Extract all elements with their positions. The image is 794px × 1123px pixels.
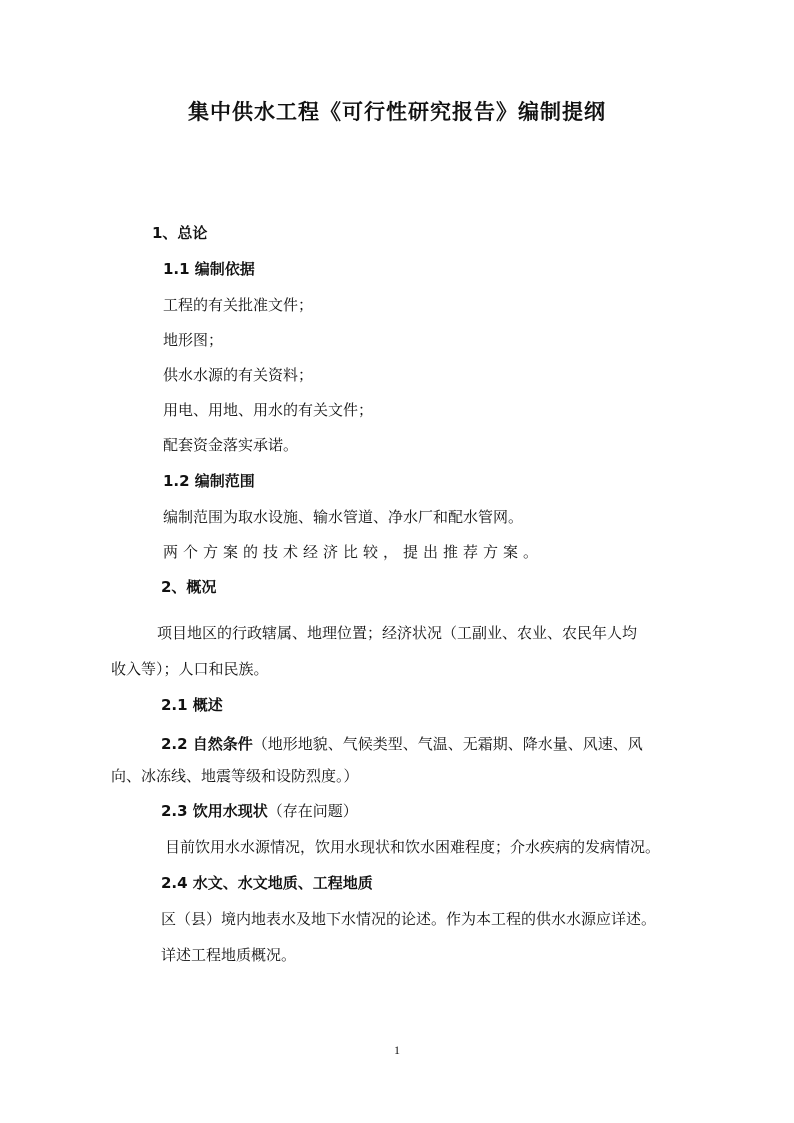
section-2-2-text: （地形地貌、气候类型、气温、无霜期、降水量、风速、风 bbox=[252, 735, 643, 753]
section-2-3-note: （存在问题） bbox=[267, 802, 358, 820]
paragraph-line: 项目地区的行政辖属、地理位置；经济状况（工副业、农业、农民年人均 bbox=[157, 624, 638, 642]
page-number: 1 bbox=[394, 1043, 400, 1057]
list-item: 供水水源的有关资料； bbox=[163, 366, 314, 384]
paragraph-line: 向、冰冻线、地震等级和设防烈度。） bbox=[111, 767, 359, 785]
paragraph-line: 区（县）境内地表水及地下水情况的论述。作为本工程的供水水源应详述。 bbox=[161, 910, 657, 928]
section-2-4-heading: 2.4 水文、水文地质、工程地质 bbox=[161, 874, 373, 892]
list-item: 两个方案的技术经济比较，提出推荐方案。 bbox=[163, 543, 544, 561]
document-title: 集中供水工程《可行性研究报告》编制提纲 bbox=[188, 100, 606, 124]
list-item: 用电、用地、用水的有关文件； bbox=[163, 401, 374, 419]
section-2-1-heading: 2.1 概述 bbox=[161, 696, 223, 714]
section-2-3-heading: 2.3 饮用水现状 bbox=[161, 802, 268, 820]
list-item: 编制范围为取水设施、输水管道、净水厂和配水管网。 bbox=[163, 508, 524, 526]
section-2-heading: 2、概况 bbox=[161, 578, 217, 596]
list-item: 配套资金落实承诺。 bbox=[163, 436, 299, 454]
section-1-2-heading: 1.2 编制范围 bbox=[163, 472, 255, 490]
list-item: 地形图； bbox=[163, 331, 224, 349]
section-2-3-line bbox=[161, 800, 358, 821]
paragraph-line: 收入等）；人口和民族。 bbox=[111, 660, 269, 678]
section-2-2-heading: 2.2 自然条件 bbox=[161, 735, 253, 753]
list-item: 工程的有关批准文件； bbox=[163, 296, 314, 314]
paragraph-line: 详述工程地质概况。 bbox=[161, 946, 297, 964]
paragraph-line: 目前饮用水水源情况，饮用水现状和饮水困难程度；介水疾病的发病情况。 bbox=[165, 838, 661, 856]
section-1-heading: 1、总论 bbox=[152, 224, 208, 242]
section-2-2-line bbox=[161, 733, 643, 754]
section-1-1-heading: 1.1 编制依据 bbox=[163, 260, 255, 278]
